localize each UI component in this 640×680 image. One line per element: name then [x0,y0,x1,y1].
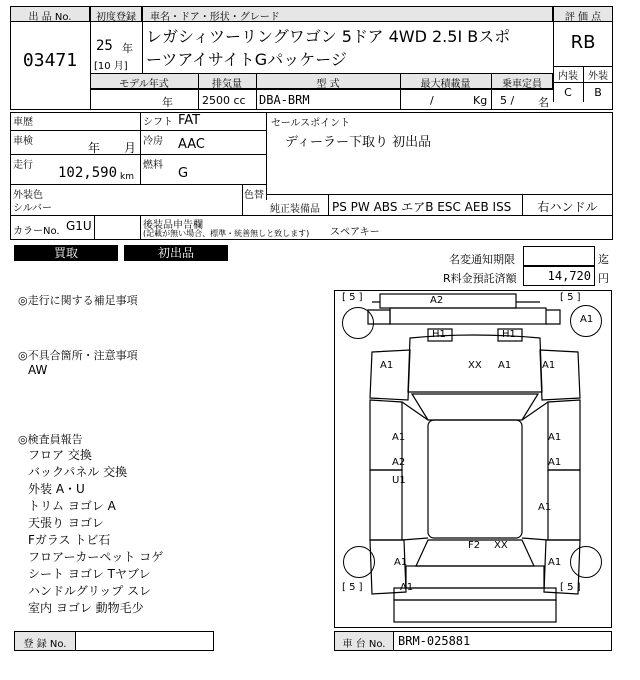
tire-tread-rear-left: [ 5 ] [342,582,363,593]
color-change-label: 色替 [244,190,264,201]
tire-tread-front-right: [ 5 ] [560,292,581,303]
capacity-unit: 名 [538,96,549,109]
inspector-line: バックパネル 交換 [28,465,128,479]
inspector-report-label: ◎検査員報告 [18,433,83,446]
mileage-unit: km [120,172,134,182]
notice-label: 名変通知期限 [449,253,515,266]
mark-a1-fender-right: A1 [542,360,556,371]
mark-xx-roof: XX [494,540,508,551]
recycle-amount: 14,720 [547,269,591,283]
mark-xx-hood: XX [468,360,482,371]
defects-label: ◎不具合箇所・注意事項 [18,349,138,362]
defects-value: AW [28,363,48,377]
mark-h1-right: H1 [502,329,516,340]
max-load-label: 最大積載量 [420,79,471,90]
aftermarket-label: 後装品申告欄 [143,220,203,231]
lot-number: 03471 [22,50,78,71]
mark-u1-rear-door-left: U1 [392,475,406,486]
first-reg-year: 25 [96,38,113,54]
sales-point-text: ディーラー下取り 初出品 [285,135,432,150]
fuel-label: 燃料 [143,160,163,171]
notice-unit: 迄 [598,253,609,266]
mark-a2-front-bumper: A2 [430,295,444,306]
tire-tread-rear-right: [ 5 ] [560,582,581,593]
grade-value: RB [570,32,596,53]
mark-a1-front-door-left: A1 [392,432,406,443]
ext-color-value: シルバー [13,203,53,214]
chassis-number: BRM-025881 [398,634,471,648]
inspection-label: 車検 [13,136,33,147]
inspector-line: ハンドルグリップ スレ [28,584,152,598]
first-reg-label: 初度登録 [96,12,136,23]
interior-label: 内装 [558,71,578,82]
mark-a1-front-right-wheel: A1 [580,314,594,325]
inspector-line: 外装 A・U [28,482,85,496]
inspector-line: 室内 ヨゴレ 動物毛少 [28,601,144,615]
exterior-label: 外装 [588,71,608,82]
model-year-unit: 年 [162,96,173,109]
mark-a1-rear-right: A1 [538,502,552,513]
reg-no-label: 登 録 No. [23,639,67,650]
ac-label: 冷房 [143,136,163,147]
first-reg-year-unit: 年 [122,42,133,55]
mileage-value: 102,590 [58,165,118,181]
displacement-label: 排気量 [212,79,242,90]
inspection-year: 年 [88,141,101,155]
mark-f2-roof: F2 [468,540,481,551]
color-no-label: カラーNo. [13,226,60,237]
driving-notes-label: ◎走行に関する補足事項 [18,294,138,307]
history-label: 車歴 [13,117,33,128]
mark-a1-rear-door-right: A1 [548,457,562,468]
mark-a2-rear-door-left: A2 [392,457,406,468]
mark-a1-hood: A1 [498,360,512,371]
fuel-value: G [178,166,189,181]
first-reg-month: [10 月] [94,61,128,72]
handle-side: 右ハンドル [537,200,598,214]
mark-a1-rear-bumper: A1 [400,582,414,593]
capacity-label: 乗車定員 [502,79,542,90]
inspection-month: 月 [124,141,137,155]
exterior-grade: B [594,86,602,99]
wheel-rear-right [570,546,602,578]
type-label: 型 式 [316,79,340,90]
spare-key: スペアキー [330,227,380,238]
wheel-front-left [342,307,374,339]
inspector-line: シート ヨゴレ Tヤブレ [28,567,151,581]
car-name-line1: レガシィツーリングワゴン 5ドア 4WD 2.5I Bスポ [146,27,511,46]
ext-color-label: 外装色 [13,190,43,201]
inspector-line: フロアーカーペット コゲ [28,550,164,564]
purchase-badge: 買取 [14,245,118,261]
inspector-line: トリム ヨゴレ A [28,499,116,513]
lot-label: 出 品 No. [28,12,72,23]
equipment-label: 純正装備品 [270,204,320,215]
mark-a1-quarter-left: A1 [394,557,408,568]
inspector-line: 天張り ヨゴレ [28,516,104,530]
shift-value: FAT [178,113,201,128]
first-listing-badge: 初出品 [124,245,228,261]
car-name-line2: ーツアイサイトGパッケージ [146,50,347,69]
equipment-value: PS PW ABS エアB ESC AEB ISS [332,200,512,214]
grade-label: 評 価 点 [564,12,602,23]
displacement-value: 2500 cc [202,94,246,107]
inspector-line: Fガラス トビ石 [28,533,111,547]
tire-tread-front-left: [ 5 ] [342,292,363,303]
mileage-label: 走行 [13,160,33,171]
sales-point-label: セールスポイント [271,118,351,129]
type-value: DBA-BRM [259,93,310,107]
inspector-line: フロア 交換 [28,448,92,462]
color-no-value: G1U [66,219,92,233]
recycle-unit: 円 [598,272,609,285]
capacity-value: 5 / [500,94,515,107]
wheel-rear-left [343,546,375,578]
aftermarket-note: (記載が無い場合、標準・統善無しと致します) [143,229,310,238]
recycle-label: R料金預託済額 [443,272,517,285]
chassis-label: 車 台 No. [342,639,386,650]
model-year-label: モデル年式 [119,79,169,90]
car-name-label: 車名・ドア・形状・グレード [150,12,280,23]
ac-value: AAC [178,137,205,152]
shift-label: シフト [143,117,173,128]
max-load-unit: Kg [473,94,488,107]
mark-a1-quarter-right: A1 [548,557,562,568]
interior-grade: C [564,86,572,99]
mark-a1-fender-left: A1 [380,360,394,371]
mark-a1-front-door-right: A1 [548,432,562,443]
max-load-sep: / [430,94,434,107]
mark-h1-left: H1 [432,329,446,340]
